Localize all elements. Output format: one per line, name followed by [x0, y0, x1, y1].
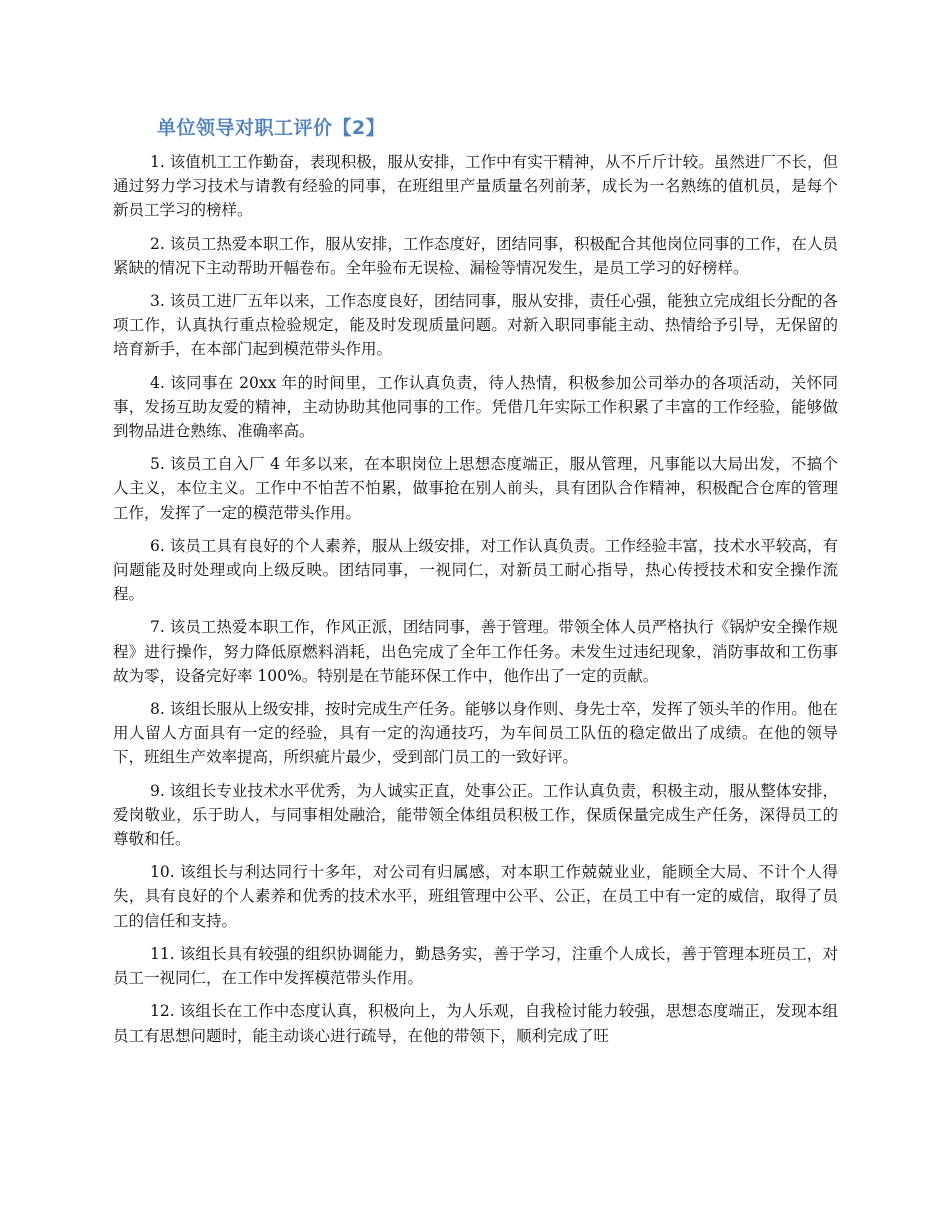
- paragraph-6: 6. 该员工具有良好的个人素养，服从上级安排，对工作认真负责。工作经验丰富，技术水平较高，有问题能及时处理或向上级反映。团结同事，一视同仁，对新员工耐心指导，热心传授技术和安全操作流程。: [113, 536, 838, 604]
- paragraph-3: 3. 该员工进厂五年以来，工作态度良好，团结同事，服从安排，责任心强，能独立完成组长分配的各项工作，认真执行重点检验规定，能及时发现质量问题。对新入职同事能主动、热情给予引导，无保留的培育新手，在本部门起到模范带头作用。: [113, 292, 838, 359]
- paragraph-4: 4. 该同事在 20xx 年的时间里，工作认真负责，待人热情，积极参加公司举办的各项活动，关怀同事，发扬互助友爱的精神，主动协助其他同事的工作。凭借几年实际工作积累了丰富的工作经验，能够做到物品进仓熟练、准确率高。: [113, 373, 838, 441]
- paragraph-9: 9. 该组长专业技术水平优秀，为人诚实正直，处事公正。工作认真负责，积极主动，服从整体安排，爱岗敬业，乐于助人，与同事相处融洽，能带领全体组员积极工作，保质保量完成生产任务，深得员工的尊敬和任。: [113, 781, 838, 849]
- paragraph-11: 11. 该组长具有较强的组织协调能力，勤恳务实，善于学习，注重个人成长，善于管理本班员工，对员工一视同仁，在工作中发挥模范带头作用。: [113, 944, 838, 988]
- paragraph-1: 1. 该值机工工作勤奋，表现积极，服从安排，工作中有实干精神，从不斤斤计较。虽然进厂不长，但通过努力学习技术与请教有经验的同事，在班组里产量质量名列前茅，成长为一名熟练的值机员，是每个新员工学习的榜样。: [113, 153, 838, 220]
- document-body: [113, 150, 838, 1057]
- paragraph-7: 7. 该员工热爱本职工作，作风正派，团结同事，善于管理。带领全体人员严格执行《锅炉安全操作规程》进行操作，努力降低原燃料消耗，出色完成了全年工作任务。未发生过违纪现象，消防事故和工伤事故为零，设备完好率 100%。特别是在节能环保工作中，他作出了一定的贡献。: [113, 618, 838, 685]
- document-title: 单位领导对职工评价【2】: [157, 117, 386, 139]
- paragraph-10: 10. 该组长与利达同行十多年，对公司有归属感，对本职工作兢兢业业，能顾全大局、不计个人得失，具有良好的个人素养和优秀的技术水平，班组管理中公平、公正，在员工中有一定的威信，取得了员工的信任和支持。: [113, 863, 838, 930]
- paragraph-8: 8. 该组长服从上级安排，按时完成生产任务。能够以身作则、身先士卒，发挥了领头羊的作用。他在用人留人方面具有一定的经验，具有一定的沟通技巧，为车间员工队伍的稳定做出了成绩。在他的领导下，班组生产效率提高，所织疵片最少，受到部门员工的一致好评。: [113, 700, 838, 767]
- paragraph-2: 2. 该员工热爱本职工作，服从安排，工作态度好，团结同事，积极配合其他岗位同事的工作，在人员紧缺的情况下主动帮助开幅卷布。全年验布无误检、漏检等情况发生，是员工学习的好榜样。: [113, 234, 838, 277]
- paragraph-12: 12. 该组长在工作中态度认真，积极向上，为人乐观，自我检讨能力较强，思想态度端正，发现本组员工有思想问题时，能主动谈心进行疏导，在他的带领下，顺利完成了旺: [113, 1002, 838, 1045]
- paragraph-5: 5. 该员工自入厂 4 年多以来，在本职岗位上思想态度端正，服从管理，凡事能以大局出发，不搞个人主义，本位主义。工作中不怕苦不怕累，做事抢在别人前头，具有团队合作精神，积极配合仓库的管理工作，发挥了一定的模范带头作用。: [113, 455, 838, 522]
